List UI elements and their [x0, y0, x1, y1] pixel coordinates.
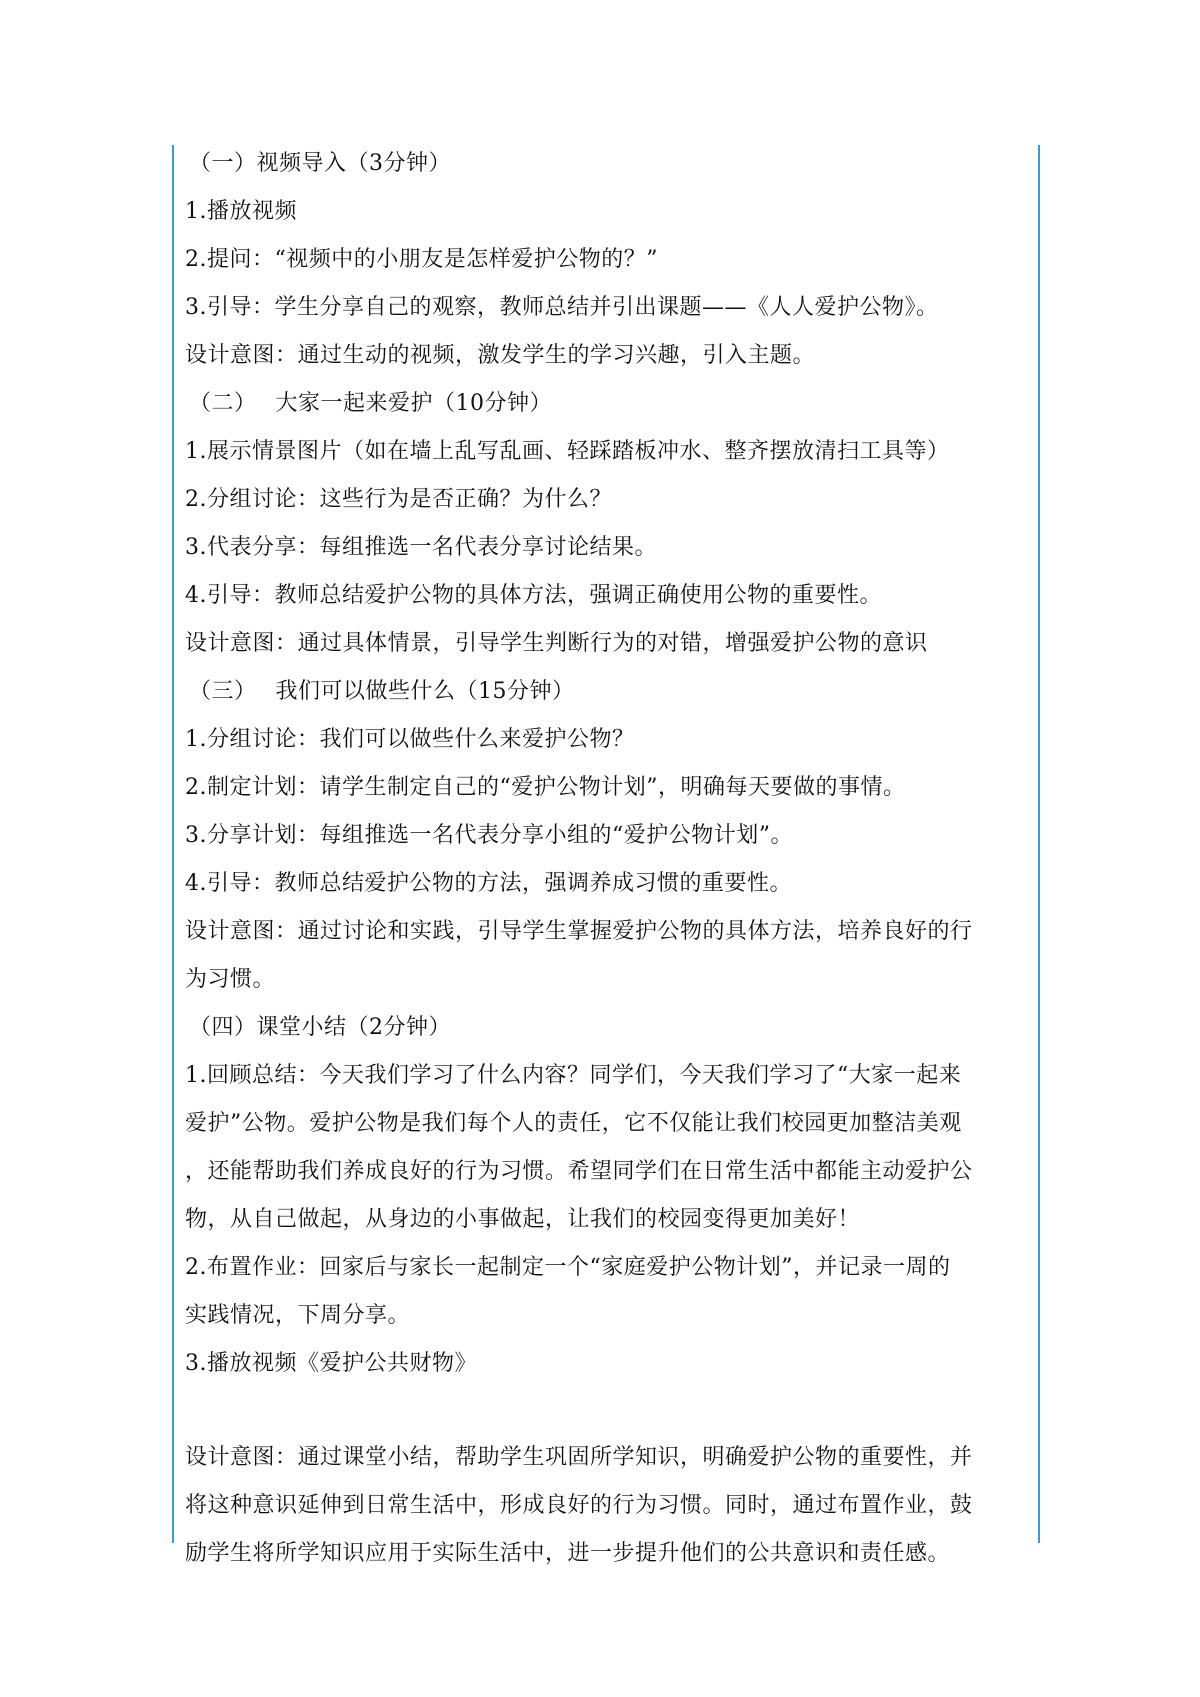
design-intent-line: 励学生将所学知识应用于实际生活中，进一步提升他们的公共意识和责任感。	[185, 1541, 951, 1566]
list-item: 3.分享计划：每组推选一名代表分享小组的“爱护公物计划”。	[185, 823, 793, 848]
design-intent-line: 设计意图：通过课堂小结，帮助学生巩固所学知识，明确爱护公物的重要性，并	[185, 1445, 973, 1470]
list-item: 4.引导：教师总结爱护公物的具体方法，强调正确使用公物的重要性。	[185, 583, 882, 608]
blank-line	[185, 1388, 1025, 1434]
list-item: 2.制定计划：请学生制定自己的“爱护公物计划”，明确每天要做的事情。	[185, 775, 906, 800]
section-heading-protect-together: （二） 大家一起来爱护（10分钟）	[189, 391, 552, 416]
list-item-line: 1.回顾总结：今天我们学习了什么内容？同学们，今天我们学习了“大家一起来	[185, 1063, 962, 1088]
list-item-line: 2.布置作业：回家后与家长一起制定一个“家庭爱护公物计划”，并记录一周的	[185, 1255, 951, 1280]
list-item: 4.引导：教师总结爱护公物的方法，强调养成习惯的重要性。	[185, 871, 792, 896]
lesson-content	[185, 140, 1025, 1578]
list-item-line: 爱护”公物。爱护公物是我们每个人的责任，它不仅能让我们校园更加整洁美观	[185, 1111, 962, 1136]
design-intent-line: 设计意图：通过讨论和实践，引导学生掌握爱护公物的具体方法，培养良好的行	[185, 919, 973, 944]
design-intent-line: 将这种意识延伸到日常生活中，形成良好的行为习惯。同时，通过布置作业，鼓	[185, 1493, 973, 1518]
list-item-line: ，还能帮助我们养成良好的行为习惯。希望同学们在日常生活中都能主动爱护公	[185, 1159, 973, 1184]
section-heading-video-intro: （一）视频导入（3分钟）	[189, 151, 451, 176]
list-item: 3.代表分享：每组推选一名代表分享讨论结果。	[185, 535, 657, 560]
list-item-line: 物，从自己做起，从身边的小事做起，让我们的校园变得更加美好！	[185, 1207, 861, 1232]
list-item: 3.引导：学生分享自己的观察，教师总结并引出课题——《人人爱护公物》。	[185, 295, 939, 320]
design-intent-line: 为习惯。	[185, 967, 276, 992]
list-item: 2.提问：“视频中的小朋友是怎样爱护公物的？”	[185, 247, 658, 272]
design-intent: 设计意图：通过生动的视频，激发学生的学习兴趣，引入主题。	[185, 343, 816, 368]
list-item: 2.分组讨论：这些行为是否正确？为什么？	[185, 487, 612, 512]
design-intent: 设计意图：通过具体情景，引导学生判断行为的对错，增强爱护公物的意识	[185, 631, 928, 656]
section-heading-summary: （四）课堂小结（2分钟）	[189, 1015, 451, 1040]
list-item: 3.播放视频《爱护公共财物》	[185, 1351, 477, 1376]
list-item: 1.分组讨论：我们可以做些什么来爱护公物？	[185, 727, 635, 752]
list-item: 1.播放视频	[185, 199, 297, 224]
list-item: 1.展示情景图片（如在墙上乱写乱画、轻踩踏板冲水、整齐摆放清扫工具等）	[185, 439, 950, 464]
section-heading-what-we-can-do: （三） 我们可以做些什么（15分钟）	[189, 679, 575, 704]
list-item-line: 实践情况，下周分享。	[185, 1303, 411, 1328]
